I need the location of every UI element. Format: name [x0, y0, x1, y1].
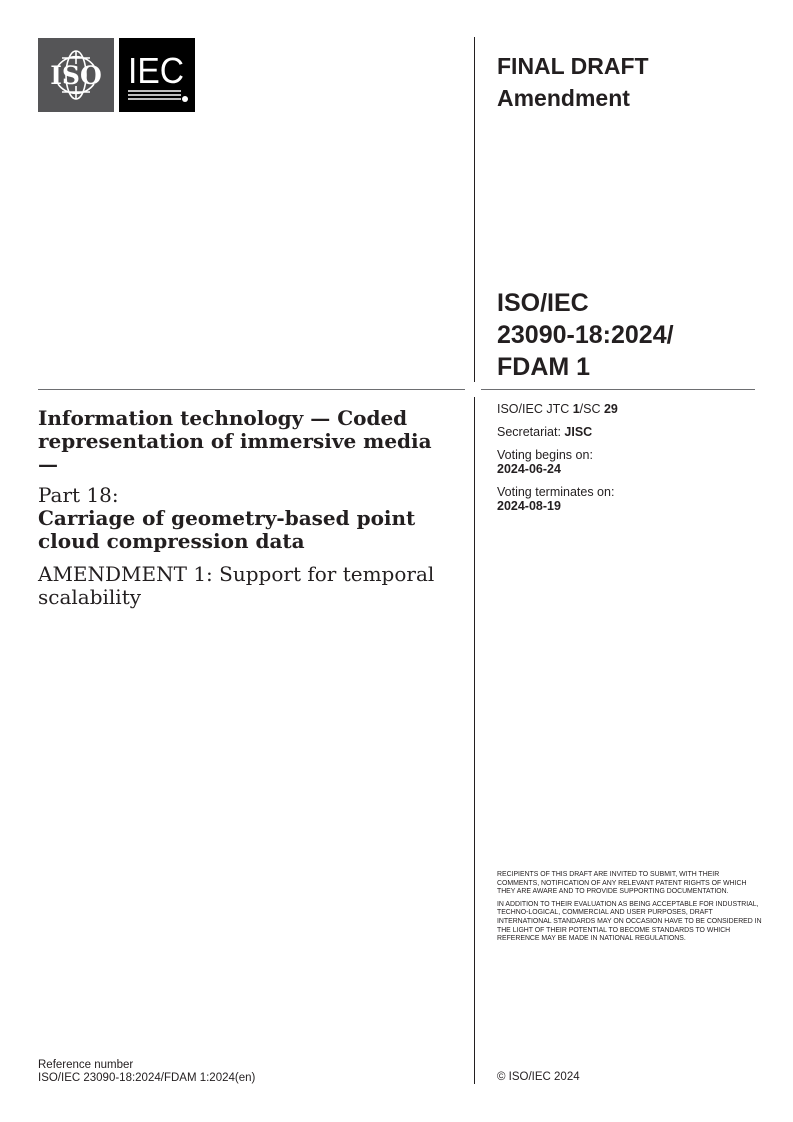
amendment-title: AMENDMENT 1: Support for temporal scalability	[38, 562, 435, 609]
copyright-notice: © ISO/IEC 2024	[497, 1071, 580, 1083]
reference-value: ISO/IEC 23090-18:2024/FDAM 1:2024(en)	[38, 1071, 256, 1084]
svg-text:ISO: ISO	[50, 61, 102, 90]
iso-logo	[38, 38, 114, 112]
voting-terminates-label: Voting terminates on:	[497, 485, 615, 499]
document-metadata	[497, 402, 618, 522]
horizontal-rule-right	[481, 389, 755, 390]
voting-begins-label: Voting begins on:	[497, 448, 593, 462]
voting-terminates	[497, 485, 618, 513]
secretariat: Secretariat: JISC	[497, 425, 593, 439]
document-title	[38, 407, 448, 609]
horizontal-rule-left	[38, 389, 465, 390]
column-divider-bottom	[474, 397, 475, 1084]
voting-terminates-date: 2024-08-19	[497, 499, 561, 513]
final-draft-label: FINAL DRAFT	[497, 53, 649, 79]
committee: ISO/IEC JTC 1/SC 29	[497, 402, 618, 416]
reference-label: Reference number	[38, 1059, 134, 1071]
doc-id-line-3: FDAM 1	[497, 353, 591, 381]
notice-paragraph-2: IN ADDITION TO THEIR EVALUATION AS BEING ACCEPTABLE FOR INDUSTRIAL, TECHNO-LOGICAL, COMMERCIAL AND USER PURPOSES, DRAFT INTERNATIONAL STANDARDS MAY ON OCCASION HAVE TO BE CONSIDERED IN THE LIGHT OF THEIR POTENTIAL TO BECOME STANDARDS TO WHICH REFERENCE MAY BE MADE IN NATIONAL REGULATIONS.	[497, 900, 762, 943]
document-stage-heading	[497, 50, 649, 114]
draft-notice	[497, 871, 762, 948]
voting-begins-date: 2024-06-24	[497, 462, 561, 476]
iec-logo-icon	[119, 38, 195, 112]
part-title: Carriage of geometry-based point cloud compression data	[38, 506, 416, 553]
iso-globe-logo-icon	[38, 38, 114, 112]
main-title: Information technology — Coded representation of immersive media —	[38, 406, 432, 476]
column-divider-top	[474, 37, 475, 382]
amendment-label: Amendment	[497, 85, 630, 111]
part-label: Part 18:	[38, 483, 119, 507]
document-identifier	[497, 287, 674, 383]
notice-paragraph-1: RECIPIENTS OF THIS DRAFT ARE INVITED TO SUBMIT, WITH THEIR COMMENTS, NOTIFICATION OF ANY RELEVANT PATENT RIGHTS OF WHICH THEY ARE AWARE AND TO PROVIDE SUPPORTING DOCUMENTATION.	[497, 871, 747, 896]
svg-text:IEC: IEC	[128, 50, 184, 91]
doc-id-line-1: ISO/IEC	[497, 289, 589, 317]
iec-logo	[119, 38, 195, 112]
voting-begins	[497, 448, 618, 476]
reference-number	[38, 1059, 255, 1084]
doc-id-line-2: 23090-18:2024/	[497, 321, 674, 349]
